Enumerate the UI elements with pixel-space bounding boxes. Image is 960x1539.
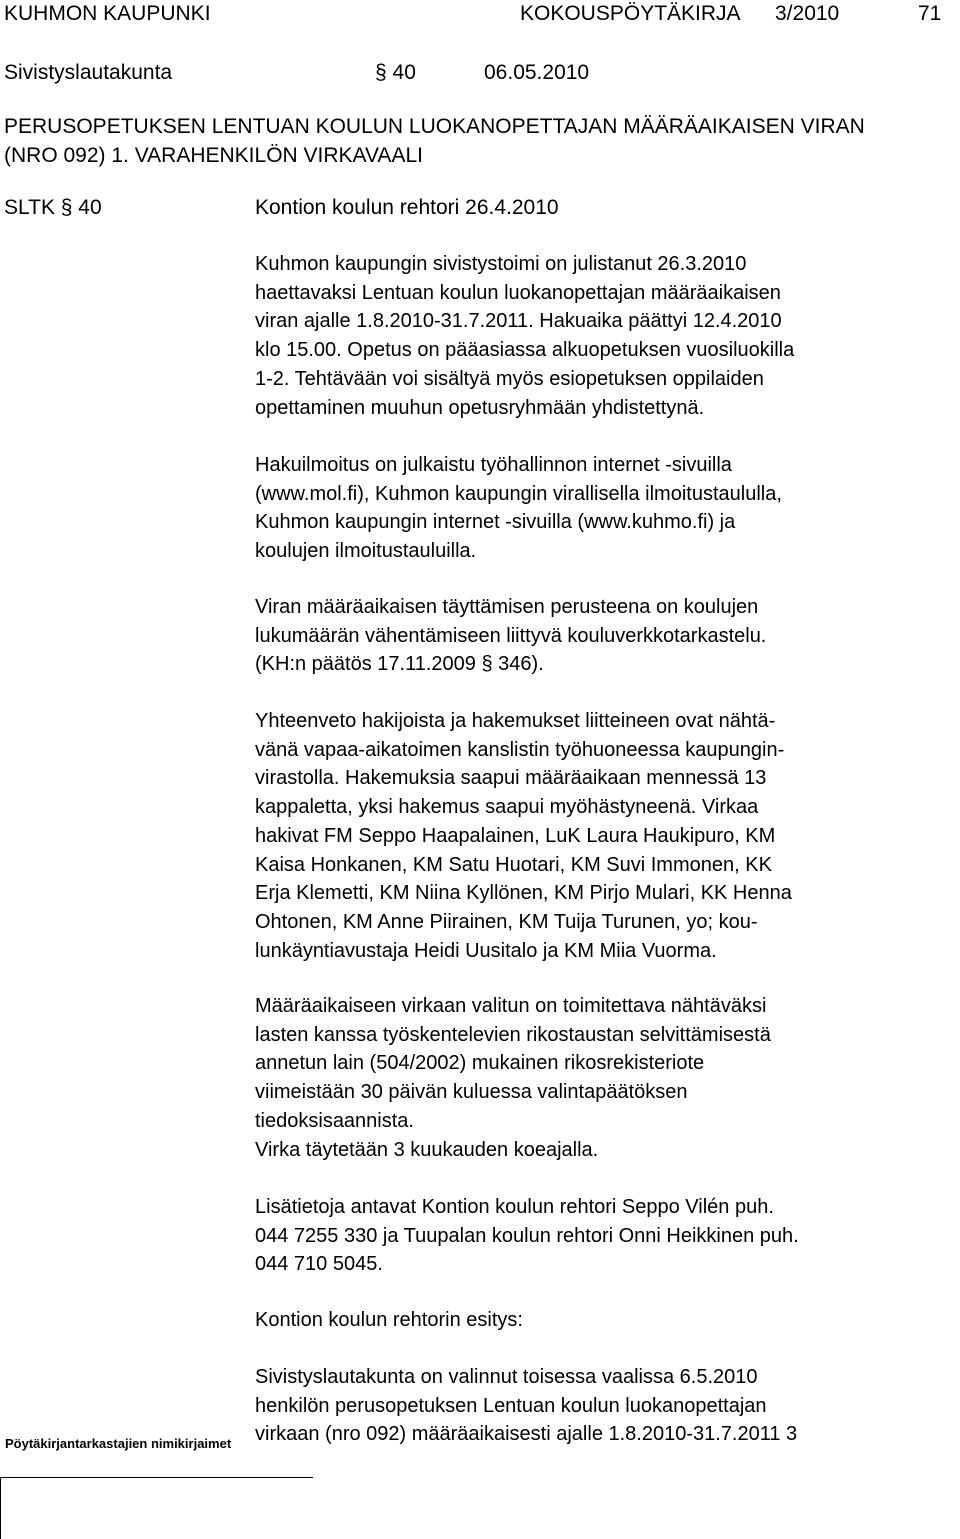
text-line: henkilön perusopetuksen Lentuan koulun luokanopettajan bbox=[255, 1394, 767, 1417]
paragraph-2 bbox=[255, 451, 782, 566]
signature-box bbox=[0, 1477, 313, 1539]
paragraph-5 bbox=[255, 992, 771, 1164]
text-line: Hakuilmoitus on julkaistu työhallinnon internet -sivuilla bbox=[255, 454, 732, 476]
text-line: 044 710 5045. bbox=[255, 1253, 383, 1276]
text-line: Kontion koulun rehtorin esitys: bbox=[255, 1309, 523, 1331]
header-section: § 40 bbox=[375, 61, 416, 84]
paragraph-7 bbox=[255, 1306, 523, 1335]
header-doc-type: KOKOUSPÖYTÄKIRJA bbox=[520, 2, 741, 25]
header-date: 06.05.2010 bbox=[484, 61, 590, 84]
text-line: viran ajalle 1.8.2010-31.7.2011. Hakuaika päättyi 12.4.2010 bbox=[255, 310, 782, 333]
header-org: KUHMON KAUPUNKI bbox=[4, 2, 211, 25]
text-line: kappaletta, yksi hakemus saapui myöhästyneenä. Virkaa bbox=[255, 796, 759, 819]
text-line: (KH:n päätös 17.11.2009 § 346). bbox=[255, 653, 544, 676]
text-line: Kuhmon kaupungin sivistystoimi on julistanut 26.3.2010 bbox=[255, 253, 747, 275]
text-line: annetun lain (504/2002) mukainen rikosrekisteriote bbox=[255, 1052, 705, 1075]
text-line: opettaminen muuhun opetusryhmään yhdistettynä. bbox=[255, 396, 705, 419]
text-line: hakivat FM Seppo Haapalainen, LuK Laura Haukipuro, KM bbox=[255, 824, 776, 847]
header-board: Sivistyslautakunta bbox=[4, 61, 173, 84]
text-line: 044 7255 330 ja Tuupalan koulun rehtori Onni Heikkinen puh. bbox=[255, 1224, 799, 1247]
paragraph-1 bbox=[255, 250, 794, 422]
text-line: virkaan (nro 092) määräaikaisesti ajalle 1.8.2010-31.7.2011 3 bbox=[255, 1423, 798, 1446]
title-line: PERUSOPETUKSEN LENTUAN KOULUN LUOKANOPETTAJAN MÄÄRÄAIKAISEN VIRAN bbox=[4, 115, 865, 138]
text-line: Ohtonen, KM Anne Piirainen, KM Tuija Turunen, yo; kou- bbox=[255, 910, 758, 933]
document-title bbox=[4, 112, 865, 170]
title-line: (NRO 092) 1. VARAHENKILÖN VIRKAVAALI bbox=[4, 144, 423, 167]
text-line: virastolla. Hakemuksia saapui määräaikaan mennessä 13 bbox=[255, 767, 767, 790]
text-line: vänä vapaa-aikatoimen kanslistin työhuoneessa kaupungin- bbox=[255, 738, 785, 761]
text-line: Yhteenveto hakijoista ja hakemukset liitteineen ovat nähtä- bbox=[255, 710, 776, 732]
text-line: Viran määräaikaisen täyttämisen perusteena on koulujen bbox=[255, 596, 759, 618]
text-line: koulujen ilmoitustauluilla. bbox=[255, 540, 477, 563]
signature-label: Pöytäkirjantarkastajien nimikirjaimet bbox=[5, 1436, 232, 1451]
text-line: lukumäärän vähentämiseen liittyvä kouluverkkotarkastelu. bbox=[255, 624, 767, 647]
text-line: haettavaksi Lentuan koulun luokanopettajan määräaikaisen bbox=[255, 281, 781, 304]
paragraph-4 bbox=[255, 707, 792, 965]
text-line: lasten kanssa työskentelevien rikostaustan selvittämisestä bbox=[255, 1023, 771, 1046]
text-line: klo 15.00. Opetus on pääasiassa alkuopetuksen vuosiluokilla bbox=[255, 339, 795, 362]
text-line: Sivistyslautakunta on valinnut toisessa vaalissa 6.5.2010 bbox=[255, 1366, 758, 1388]
paragraph-3 bbox=[255, 593, 766, 679]
text-line: 1-2. Tehtävään voi sisältyä myös esiopetuksen oppilaiden bbox=[255, 367, 764, 390]
paragraph-8 bbox=[255, 1363, 797, 1449]
text-line: viimeistään 30 päivän kuluessa valintapäätöksen bbox=[255, 1081, 688, 1104]
reference-code: SLTK § 40 bbox=[4, 196, 102, 219]
text-line: Virka täytetään 3 kuukauden koeajalla. bbox=[255, 1138, 599, 1161]
header-page-number: 71 bbox=[918, 2, 942, 25]
text-line: Kaisa Honkanen, KM Satu Huotari, KM Suvi Immonen, KK bbox=[255, 853, 772, 876]
paragraph-6 bbox=[255, 1193, 799, 1279]
text-line: (www.mol.fi), Kuhmon kaupungin virallisella ilmoitustaululla, bbox=[255, 482, 782, 505]
header-issue: 3/2010 bbox=[775, 2, 840, 25]
reference-text: Kontion koulun rehtori 26.4.2010 bbox=[255, 196, 559, 219]
text-line: Kuhmon kaupungin internet -sivuilla (www.kuhmo.fi) ja bbox=[255, 511, 736, 534]
text-line: Lisätietoja antavat Kontion koulun rehtori Seppo Vilén puh. bbox=[255, 1196, 774, 1218]
text-line: lunkäyntiavustaja Heidi Uusitalo ja KM Miia Vuorma. bbox=[255, 939, 717, 962]
text-line: Määräaikaiseen virkaan valitun on toimitettava nähtäväksi bbox=[255, 995, 767, 1017]
text-line: tiedoksisaannista. bbox=[255, 1109, 414, 1132]
text-line: Erja Klemetti, KM Niina Kyllönen, KM Pirjo Mulari, KK Henna bbox=[255, 882, 792, 905]
